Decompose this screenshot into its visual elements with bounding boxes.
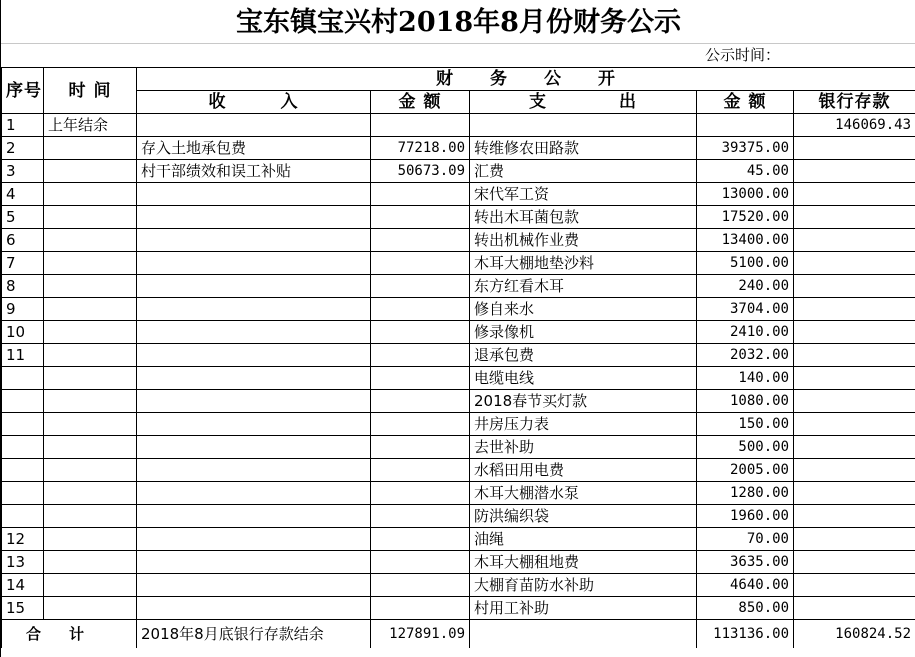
cell-expense[interactable]: [470, 114, 697, 137]
cell-balance[interactable]: [794, 528, 915, 551]
cell-expense[interactable]: 修自来水: [470, 298, 697, 321]
table-row: [2, 321, 915, 344]
cell-time[interactable]: [44, 528, 137, 551]
cell-income-amount[interactable]: [371, 206, 470, 229]
cell-expense[interactable]: 油绳: [470, 528, 697, 551]
header-row-2: [2, 91, 915, 114]
header-seq[interactable]: 序号: [2, 68, 44, 114]
cell-balance[interactable]: [794, 275, 915, 298]
cell-time[interactable]: [44, 321, 137, 344]
total-expense[interactable]: [470, 620, 697, 649]
table-row: [2, 344, 915, 367]
table-row: [2, 597, 915, 620]
cell-income-amount[interactable]: [371, 436, 470, 459]
cell-balance[interactable]: [794, 229, 915, 252]
cell-seq[interactable]: [2, 367, 44, 390]
cell-time[interactable]: [44, 344, 137, 367]
cell-expense[interactable]: 木耳大棚地垫沙料: [470, 252, 697, 275]
cell-balance[interactable]: [794, 206, 915, 229]
cell-income[interactable]: [137, 482, 371, 505]
table-row: [2, 574, 915, 597]
cell-time[interactable]: [44, 482, 137, 505]
cell-income[interactable]: [137, 413, 371, 436]
cell-expense-amount[interactable]: 5100.00: [697, 252, 794, 275]
cell-expense[interactable]: 转出机械作业费: [470, 229, 697, 252]
cell-income-amount[interactable]: [371, 482, 470, 505]
header-expense[interactable]: 支 出: [470, 91, 697, 114]
cell-time[interactable]: [44, 413, 137, 436]
cell-income-amount[interactable]: [371, 229, 470, 252]
cell-expense-amount[interactable]: 13000.00: [697, 183, 794, 206]
cell-seq[interactable]: 12: [2, 528, 44, 551]
cell-balance[interactable]: [794, 252, 915, 275]
cell-seq[interactable]: 14: [2, 574, 44, 597]
cell-balance[interactable]: [794, 413, 915, 436]
cell-time[interactable]: 上年结余: [44, 114, 137, 137]
cell-income[interactable]: 村干部绩效和误工补贴: [137, 160, 371, 183]
cell-income[interactable]: [137, 298, 371, 321]
cell-expense[interactable]: 去世补助: [470, 436, 697, 459]
cell-balance[interactable]: [794, 482, 915, 505]
table-row: [2, 459, 915, 482]
cell-balance[interactable]: [794, 505, 915, 528]
cell-expense-amount[interactable]: 2032.00: [697, 344, 794, 367]
cell-income-amount[interactable]: [371, 298, 470, 321]
table-row: [2, 413, 915, 436]
cell-seq[interactable]: [2, 390, 44, 413]
cell-income-amount[interactable]: [371, 252, 470, 275]
cell-expense[interactable]: 水稻田用电费: [470, 459, 697, 482]
cell-income[interactable]: [137, 528, 371, 551]
cell-expense[interactable]: 转出木耳菌包款: [470, 206, 697, 229]
cell-income-amount[interactable]: [371, 459, 470, 482]
cell-income[interactable]: [137, 114, 371, 137]
header-income-amount[interactable]: 金 额: [371, 91, 470, 114]
header-finance-group[interactable]: 财 务 公 开: [137, 68, 915, 91]
cell-expense[interactable]: 木耳大棚潜水泵: [470, 482, 697, 505]
cell-income-amount[interactable]: [371, 551, 470, 574]
cell-expense-amount[interactable]: 3635.00: [697, 551, 794, 574]
cell-income-amount[interactable]: 77218.00: [371, 137, 470, 160]
header-time[interactable]: 时 间: [44, 68, 137, 114]
cell-income-amount[interactable]: [371, 321, 470, 344]
cell-income[interactable]: [137, 551, 371, 574]
cell-seq[interactable]: 3: [2, 160, 44, 183]
cell-income-amount[interactable]: 50673.09: [371, 160, 470, 183]
total-income-note[interactable]: 2018年8月底银行存款结余: [137, 620, 371, 649]
cell-seq[interactable]: 8: [2, 275, 44, 298]
cell-expense[interactable]: 大棚育苗防水补助: [470, 574, 697, 597]
cell-seq[interactable]: 2: [2, 137, 44, 160]
cell-expense-amount[interactable]: 13400.00: [697, 229, 794, 252]
cell-expense-amount[interactable]: 70.00: [697, 528, 794, 551]
cell-income-amount[interactable]: [371, 390, 470, 413]
cell-balance[interactable]: [794, 551, 915, 574]
cell-expense[interactable]: 防洪编织袋: [470, 505, 697, 528]
cell-expense-amount[interactable]: 1280.00: [697, 482, 794, 505]
cell-balance[interactable]: 146069.43: [794, 114, 915, 137]
cell-income[interactable]: [137, 459, 371, 482]
cell-time[interactable]: [44, 574, 137, 597]
cell-expense-amount[interactable]: 850.00: [697, 597, 794, 620]
cell-time[interactable]: [44, 252, 137, 275]
cell-time[interactable]: [44, 390, 137, 413]
cell-income[interactable]: [137, 436, 371, 459]
cell-time[interactable]: [44, 505, 137, 528]
cell-seq[interactable]: 15: [2, 597, 44, 620]
cell-income[interactable]: [137, 183, 371, 206]
cell-income[interactable]: [137, 252, 371, 275]
cell-expense-amount[interactable]: 140.00: [697, 367, 794, 390]
table-row: [2, 298, 915, 321]
table-row: [2, 160, 915, 183]
header-expense-amount[interactable]: 金 额: [697, 91, 794, 114]
cell-income[interactable]: [137, 206, 371, 229]
cell-income-amount[interactable]: [371, 505, 470, 528]
table-row: [2, 367, 915, 390]
cell-income[interactable]: [137, 390, 371, 413]
cell-expense[interactable]: 村用工补助: [470, 597, 697, 620]
cell-expense-amount[interactable]: 39375.00: [697, 137, 794, 160]
cell-seq[interactable]: 13: [2, 551, 44, 574]
cell-expense[interactable]: 东方红看木耳: [470, 275, 697, 298]
cell-expense[interactable]: 宋代军工资: [470, 183, 697, 206]
header-row-1: [2, 68, 915, 91]
cell-expense-amount[interactable]: 1960.00: [697, 505, 794, 528]
cell-time[interactable]: [44, 367, 137, 390]
cell-time[interactable]: [44, 206, 137, 229]
cell-income[interactable]: [137, 229, 371, 252]
cell-balance[interactable]: [794, 298, 915, 321]
cell-balance[interactable]: [794, 574, 915, 597]
table-row: [2, 252, 915, 275]
page-title: 宝东镇宝兴村2018年8月份财务公示: [1, 0, 915, 44]
table-row: [2, 206, 915, 229]
cell-seq[interactable]: 9: [2, 298, 44, 321]
cell-expense-amount[interactable]: 1080.00: [697, 390, 794, 413]
cell-seq[interactable]: 7: [2, 252, 44, 275]
table-row: [2, 390, 915, 413]
cell-balance[interactable]: [794, 183, 915, 206]
publish-time-label: 公示时间：: [704, 46, 780, 64]
cell-expense-amount[interactable]: 500.00: [697, 436, 794, 459]
table-row: [2, 183, 915, 206]
cell-expense[interactable]: 2018春节买灯款: [470, 390, 697, 413]
cell-seq[interactable]: 6: [2, 229, 44, 252]
cell-seq[interactable]: 1: [2, 114, 44, 137]
cell-balance[interactable]: [794, 459, 915, 482]
cell-time[interactable]: [44, 183, 137, 206]
total-expense-amount[interactable]: 113136.00: [697, 620, 794, 649]
cell-income-amount[interactable]: [371, 413, 470, 436]
cell-income-amount[interactable]: [371, 344, 470, 367]
cell-seq[interactable]: 11: [2, 344, 44, 367]
cell-income[interactable]: [137, 574, 371, 597]
cell-income[interactable]: 存入土地承包费: [137, 137, 371, 160]
table-row: [2, 137, 915, 160]
cell-balance[interactable]: [794, 436, 915, 459]
cell-time[interactable]: [44, 551, 137, 574]
cell-time[interactable]: [44, 229, 137, 252]
cell-expense-amount[interactable]: 4640.00: [697, 574, 794, 597]
cell-balance[interactable]: [794, 321, 915, 344]
table-row: [2, 229, 915, 252]
finance-table: [1, 67, 915, 648]
table-row: [2, 436, 915, 459]
cell-seq[interactable]: 10: [2, 321, 44, 344]
cell-expense[interactable]: 电缆电线: [470, 367, 697, 390]
cell-balance[interactable]: [794, 367, 915, 390]
cell-expense-amount[interactable]: 240.00: [697, 275, 794, 298]
cell-balance[interactable]: [794, 160, 915, 183]
cell-balance[interactable]: [794, 344, 915, 367]
cell-expense[interactable]: 井房压力表: [470, 413, 697, 436]
cell-expense-amount[interactable]: 2410.00: [697, 321, 794, 344]
cell-income-amount[interactable]: [371, 183, 470, 206]
cell-expense-amount[interactable]: 2005.00: [697, 459, 794, 482]
cell-income[interactable]: [137, 505, 371, 528]
cell-seq[interactable]: [2, 413, 44, 436]
cell-expense[interactable]: 汇费: [470, 160, 697, 183]
cell-time[interactable]: [44, 298, 137, 321]
cell-balance[interactable]: [794, 390, 915, 413]
cell-seq[interactable]: [2, 505, 44, 528]
cell-expense-amount[interactable]: 150.00: [697, 413, 794, 436]
cell-time[interactable]: [44, 137, 137, 160]
cell-income-amount[interactable]: [371, 597, 470, 620]
total-balance[interactable]: 160824.52: [794, 620, 915, 649]
header-income[interactable]: 收 入: [137, 91, 371, 114]
cell-expense-amount[interactable]: 3704.00: [697, 298, 794, 321]
cell-seq[interactable]: 4: [2, 183, 44, 206]
cell-income[interactable]: [137, 321, 371, 344]
cell-time[interactable]: [44, 160, 137, 183]
cell-time[interactable]: [44, 597, 137, 620]
header-balance[interactable]: 银行存款: [794, 91, 915, 114]
table-row: [2, 528, 915, 551]
cell-income[interactable]: [137, 597, 371, 620]
table-row: [2, 275, 915, 298]
table-row: [2, 551, 915, 574]
table-row: [2, 114, 915, 137]
cell-balance[interactable]: [794, 137, 915, 160]
cell-expense[interactable]: 木耳大棚租地费: [470, 551, 697, 574]
cell-expense[interactable]: 转维修农田路款: [470, 137, 697, 160]
cell-expense[interactable]: 退承包费: [470, 344, 697, 367]
total-income-amount[interactable]: 127891.09: [371, 620, 470, 649]
cell-income[interactable]: [137, 344, 371, 367]
cell-expense-amount[interactable]: 45.00: [697, 160, 794, 183]
table-row: [2, 482, 915, 505]
cell-seq[interactable]: 5: [2, 206, 44, 229]
cell-income-amount[interactable]: [371, 528, 470, 551]
cell-expense[interactable]: 修录像机: [470, 321, 697, 344]
cell-income-amount[interactable]: [371, 114, 470, 137]
cell-seq[interactable]: [2, 436, 44, 459]
total-row: [2, 620, 915, 649]
cell-seq[interactable]: [2, 482, 44, 505]
table-row: [2, 505, 915, 528]
cell-time[interactable]: [44, 436, 137, 459]
cell-income-amount[interactable]: [371, 574, 470, 597]
cell-time[interactable]: [44, 459, 137, 482]
cell-expense-amount[interactable]: [697, 114, 794, 137]
cell-seq[interactable]: [2, 459, 44, 482]
cell-income[interactable]: [137, 275, 371, 298]
cell-time[interactable]: [44, 275, 137, 298]
cell-expense-amount[interactable]: 17520.00: [697, 206, 794, 229]
cell-income-amount[interactable]: [371, 275, 470, 298]
cell-income[interactable]: [137, 367, 371, 390]
cell-income-amount[interactable]: [371, 367, 470, 390]
total-label[interactable]: 合计: [2, 620, 137, 649]
cell-balance[interactable]: [794, 597, 915, 620]
